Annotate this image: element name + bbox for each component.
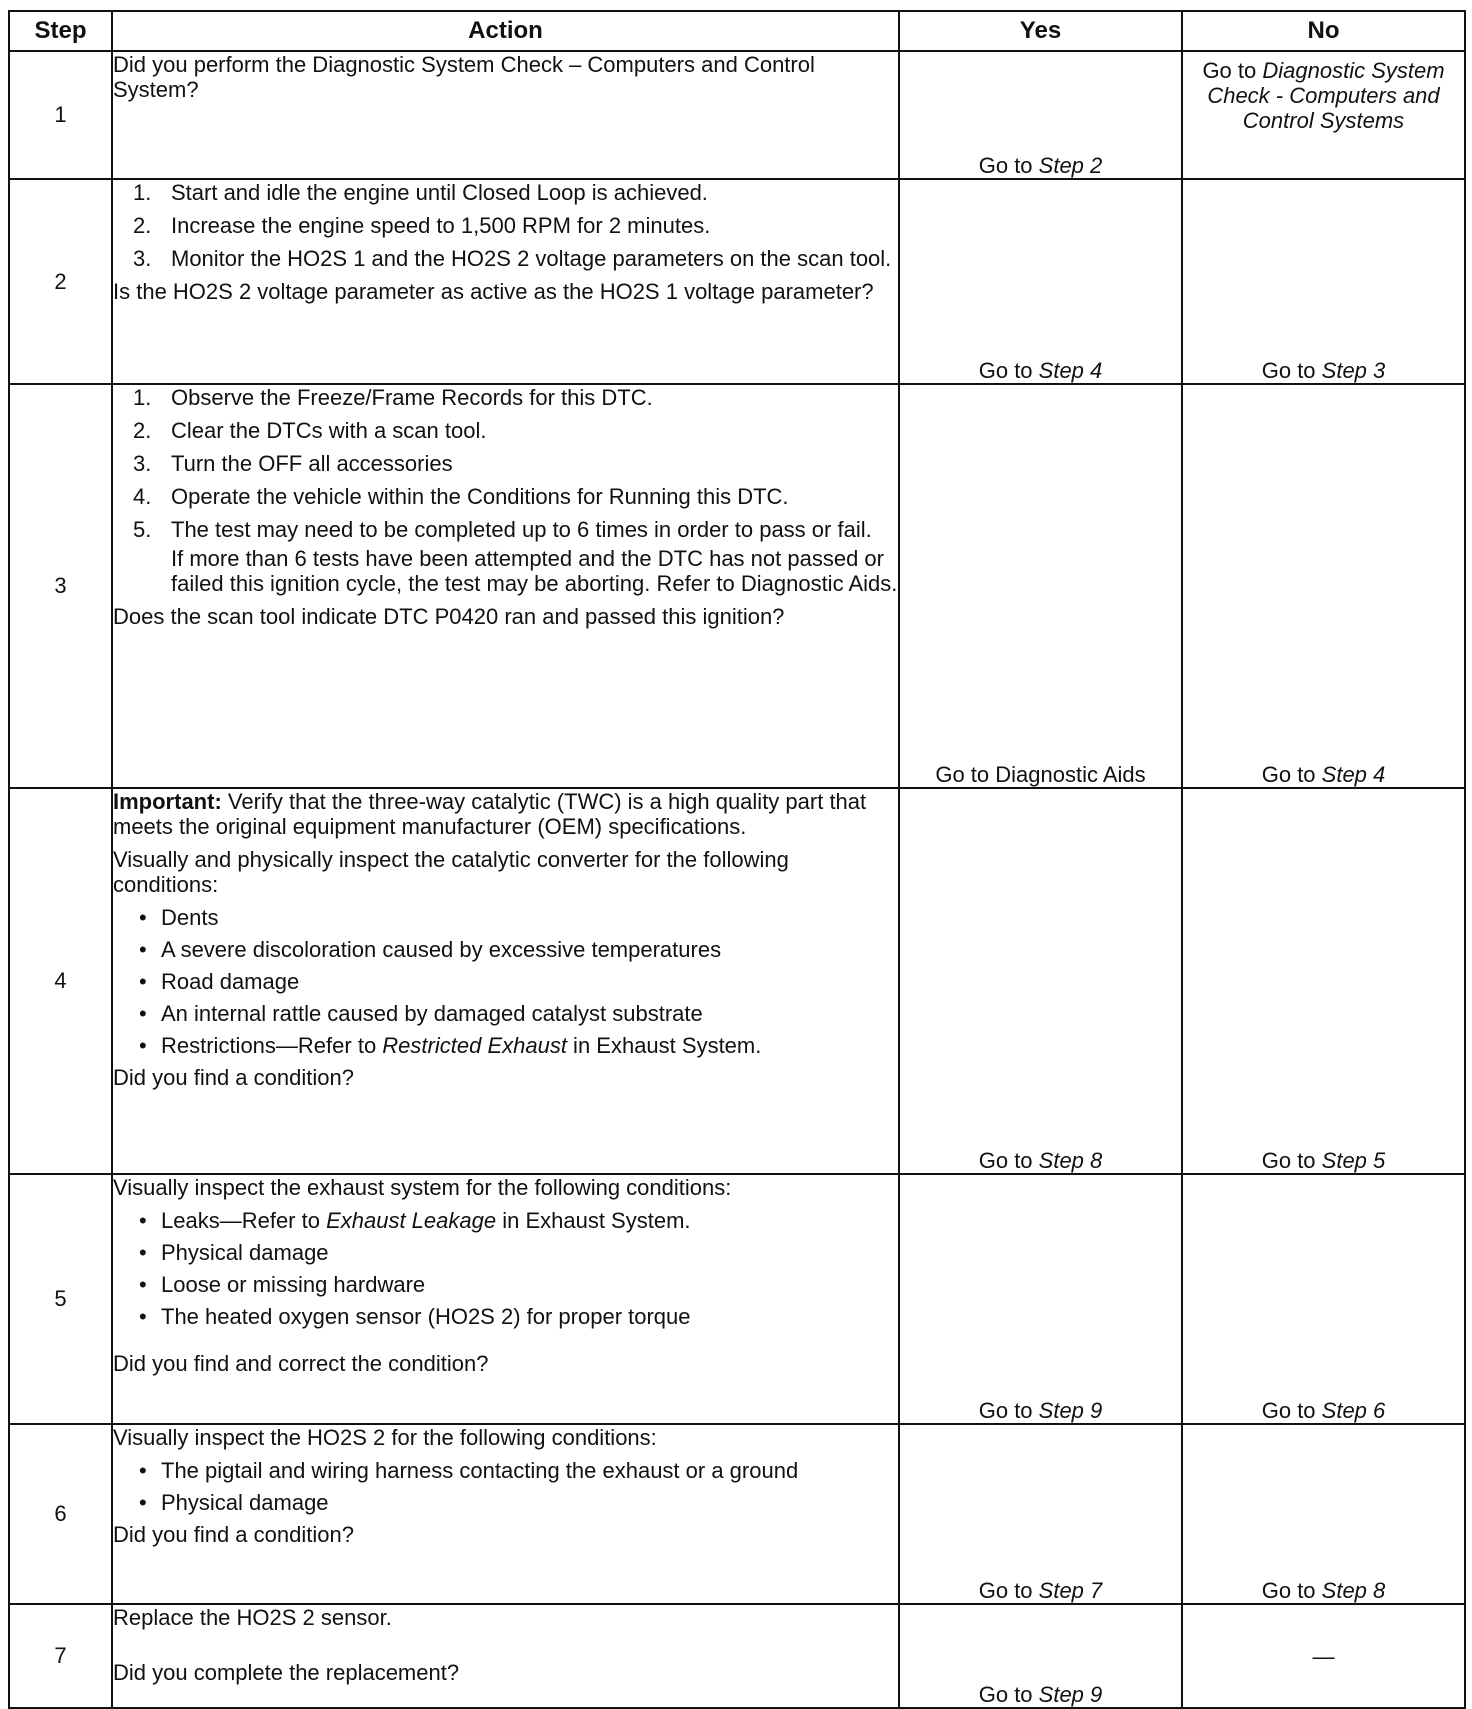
yes-text: Go to Diagnostic Aids bbox=[935, 762, 1146, 787]
action-cell bbox=[112, 384, 899, 788]
no-cell bbox=[1182, 1424, 1465, 1604]
list-item bbox=[133, 1208, 898, 1233]
yes-cell bbox=[899, 1174, 1182, 1424]
instruction-text: Operate the vehicle within the Conditions for Running this DTC. bbox=[171, 484, 789, 509]
action-cell bbox=[112, 1174, 899, 1424]
instruction-number: 1. bbox=[133, 385, 152, 410]
instruction-list bbox=[113, 180, 898, 271]
instruction-text: Monitor the HO2S 1 and the HO2S 2 voltage parameters on the scan tool. bbox=[171, 246, 892, 271]
no-prefix: Go to bbox=[1261, 1398, 1322, 1423]
no-target: Step 3 bbox=[1321, 358, 1386, 383]
yes-target: Step 9 bbox=[1038, 1398, 1103, 1423]
step-number: 3 bbox=[9, 384, 112, 788]
ref-suffix: in Exhaust System. bbox=[566, 1033, 762, 1058]
table-row bbox=[9, 179, 1465, 384]
instruction-item bbox=[133, 180, 898, 205]
yes-cell bbox=[899, 51, 1182, 179]
no-cell bbox=[1182, 1604, 1465, 1708]
yes-target: Step 9 bbox=[1038, 1682, 1103, 1707]
question-text: Does the scan tool indicate DTC P0420 ran and passed this ignition? bbox=[113, 604, 785, 629]
ref-prefix: Leaks—Refer to bbox=[161, 1208, 327, 1233]
instruction-item bbox=[133, 451, 898, 476]
list-item: • Physical damage bbox=[133, 1240, 898, 1265]
important-label: Important: bbox=[113, 789, 222, 814]
instruction-text: Turn the OFF all accessories bbox=[171, 451, 453, 476]
condition-list bbox=[113, 1458, 898, 1515]
list-item: • The heated oxygen sensor (HO2S 2) for proper torque bbox=[133, 1304, 898, 1329]
no-target: Step 4 bbox=[1321, 762, 1386, 787]
table-row bbox=[9, 51, 1465, 179]
ref-link: Restricted Exhaust bbox=[382, 1033, 567, 1058]
yes-prefix: Go to bbox=[978, 1578, 1039, 1603]
no-target: Step 5 bbox=[1321, 1148, 1386, 1173]
no-prefix: Go to bbox=[1261, 762, 1322, 787]
no-prefix: Go to bbox=[1261, 1148, 1322, 1173]
step-number: 5 bbox=[9, 1174, 112, 1424]
yes-prefix: Go to bbox=[978, 153, 1039, 178]
action-cell bbox=[112, 51, 899, 179]
instruction-number: 2. bbox=[133, 418, 152, 443]
instruction-text: Clear the DTCs with a scan tool. bbox=[171, 418, 487, 443]
condition-list bbox=[113, 905, 898, 1058]
header-row bbox=[9, 11, 1465, 51]
intro-text: Visually inspect the HO2S 2 for the following conditions: bbox=[113, 1425, 657, 1450]
table-row bbox=[9, 1424, 1465, 1604]
list-item: • Loose or missing hardware bbox=[133, 1272, 898, 1297]
table-row bbox=[9, 788, 1465, 1174]
instruction-number: 1. bbox=[133, 180, 152, 205]
intro-text: Visually inspect the exhaust system for the following conditions: bbox=[113, 1175, 732, 1200]
no-prefix: Go to bbox=[1261, 358, 1322, 383]
step-number: 7 bbox=[9, 1604, 112, 1708]
yes-cell bbox=[899, 1604, 1182, 1708]
question-text: Did you find a condition? bbox=[113, 1522, 354, 1547]
instruction-item bbox=[133, 385, 898, 410]
instruction-text: Observe the Freeze/Frame Records for this DTC. bbox=[171, 385, 653, 410]
table-row bbox=[9, 384, 1465, 788]
no-cell bbox=[1182, 51, 1465, 179]
no-target: Diagnostic System Check - Computers and Control Systems bbox=[1207, 58, 1445, 133]
no-dash: — bbox=[1312, 1643, 1335, 1669]
yes-cell bbox=[899, 788, 1182, 1174]
condition-list bbox=[113, 1208, 898, 1329]
question-text: Did you find a condition? bbox=[113, 1065, 354, 1090]
ref-prefix: Restrictions—Refer to bbox=[161, 1033, 383, 1058]
no-cell bbox=[1182, 1174, 1465, 1424]
instruction-item bbox=[133, 418, 898, 443]
no-prefix: Go to bbox=[1261, 1578, 1322, 1603]
list-item: • Road damage bbox=[133, 969, 898, 994]
instruction-text: Start and idle the engine until Closed Loop is achieved. bbox=[171, 180, 708, 205]
instruction-number: 2. bbox=[133, 213, 152, 238]
action-cell bbox=[112, 788, 899, 1174]
list-item: • The pigtail and wiring harness contacting the exhaust or a ground bbox=[133, 1458, 898, 1483]
action-cell bbox=[112, 1604, 899, 1708]
instruction-number: 3. bbox=[133, 246, 152, 271]
no-prefix: Go to bbox=[1202, 58, 1263, 83]
no-cell bbox=[1182, 179, 1465, 384]
question-text: Did you complete the replacement? bbox=[113, 1660, 460, 1685]
header-step: Step bbox=[9, 11, 112, 51]
instruction-text: The test may need to be completed up to 6 times in order to pass or fail. bbox=[171, 517, 872, 542]
instruction-number: 5. bbox=[133, 517, 152, 542]
no-cell bbox=[1182, 384, 1465, 788]
yes-target: Step 4 bbox=[1038, 358, 1103, 383]
yes-target: Step 7 bbox=[1038, 1578, 1103, 1603]
instruction-item bbox=[133, 484, 898, 509]
step-number: 4 bbox=[9, 788, 112, 1174]
step-number: 2 bbox=[9, 179, 112, 384]
intro-text: Visually and physically inspect the catalytic converter for the following conditions: bbox=[113, 847, 789, 897]
question-text: Is the HO2S 2 voltage parameter as active as the HO2S 1 voltage parameter? bbox=[113, 279, 874, 304]
list-item bbox=[133, 1033, 898, 1058]
instruction-item bbox=[133, 246, 898, 271]
yes-cell bbox=[899, 1424, 1182, 1604]
yes-prefix: Go to bbox=[978, 1682, 1039, 1707]
header-yes: Yes bbox=[899, 11, 1182, 51]
important-note bbox=[113, 789, 898, 839]
instruction-text: Increase the engine speed to 1,500 RPM for 2 minutes. bbox=[171, 213, 711, 238]
action-cell bbox=[112, 1424, 899, 1604]
list-item: • An internal rattle caused by damaged catalyst substrate bbox=[133, 1001, 898, 1026]
table-row bbox=[9, 1604, 1465, 1708]
action-cell bbox=[112, 179, 899, 384]
yes-prefix: Go to bbox=[978, 358, 1039, 383]
intro-text: Replace the HO2S 2 sensor. bbox=[113, 1605, 392, 1630]
list-item: • Physical damage bbox=[133, 1490, 898, 1515]
no-target: Step 8 bbox=[1321, 1578, 1386, 1603]
no-cell bbox=[1182, 788, 1465, 1174]
yes-prefix: Go to bbox=[978, 1398, 1039, 1423]
list-item: • A severe discoloration caused by excessive temperatures bbox=[133, 937, 898, 962]
yes-target: Step 2 bbox=[1038, 153, 1103, 178]
step-number: 1 bbox=[9, 51, 112, 179]
header-action: Action bbox=[112, 11, 899, 51]
question-text: Did you perform the Diagnostic System Check – Computers and Control System? bbox=[113, 52, 815, 102]
important-text: Verify that the three-way catalytic (TWC) is a high quality part that meets the original equipment manufacturer (OEM) specifications. bbox=[113, 789, 867, 839]
ref-link: Exhaust Leakage bbox=[326, 1208, 497, 1233]
instruction-item bbox=[133, 517, 898, 596]
instruction-item bbox=[133, 213, 898, 238]
yes-cell bbox=[899, 384, 1182, 788]
diagnostic-table bbox=[8, 10, 1466, 1709]
instruction-list bbox=[113, 385, 898, 596]
question-text: Did you find and correct the condition? bbox=[113, 1351, 489, 1376]
yes-target: Step 8 bbox=[1038, 1148, 1103, 1173]
ref-suffix: in Exhaust System. bbox=[496, 1208, 691, 1233]
no-target: Step 6 bbox=[1321, 1398, 1386, 1423]
yes-prefix: Go to bbox=[978, 1148, 1039, 1173]
step-number: 6 bbox=[9, 1424, 112, 1604]
table-row bbox=[9, 1174, 1465, 1424]
list-item: • Dents bbox=[133, 905, 898, 930]
yes-cell bbox=[899, 179, 1182, 384]
instruction-note: If more than 6 tests have been attempted and the DTC has not passed or failed this ignition cycle, the test may be aborting. Refer to Diagnostic Aids. bbox=[171, 546, 898, 596]
instruction-number: 4. bbox=[133, 484, 152, 509]
header-no: No bbox=[1182, 11, 1465, 51]
instruction-number: 3. bbox=[133, 451, 152, 476]
